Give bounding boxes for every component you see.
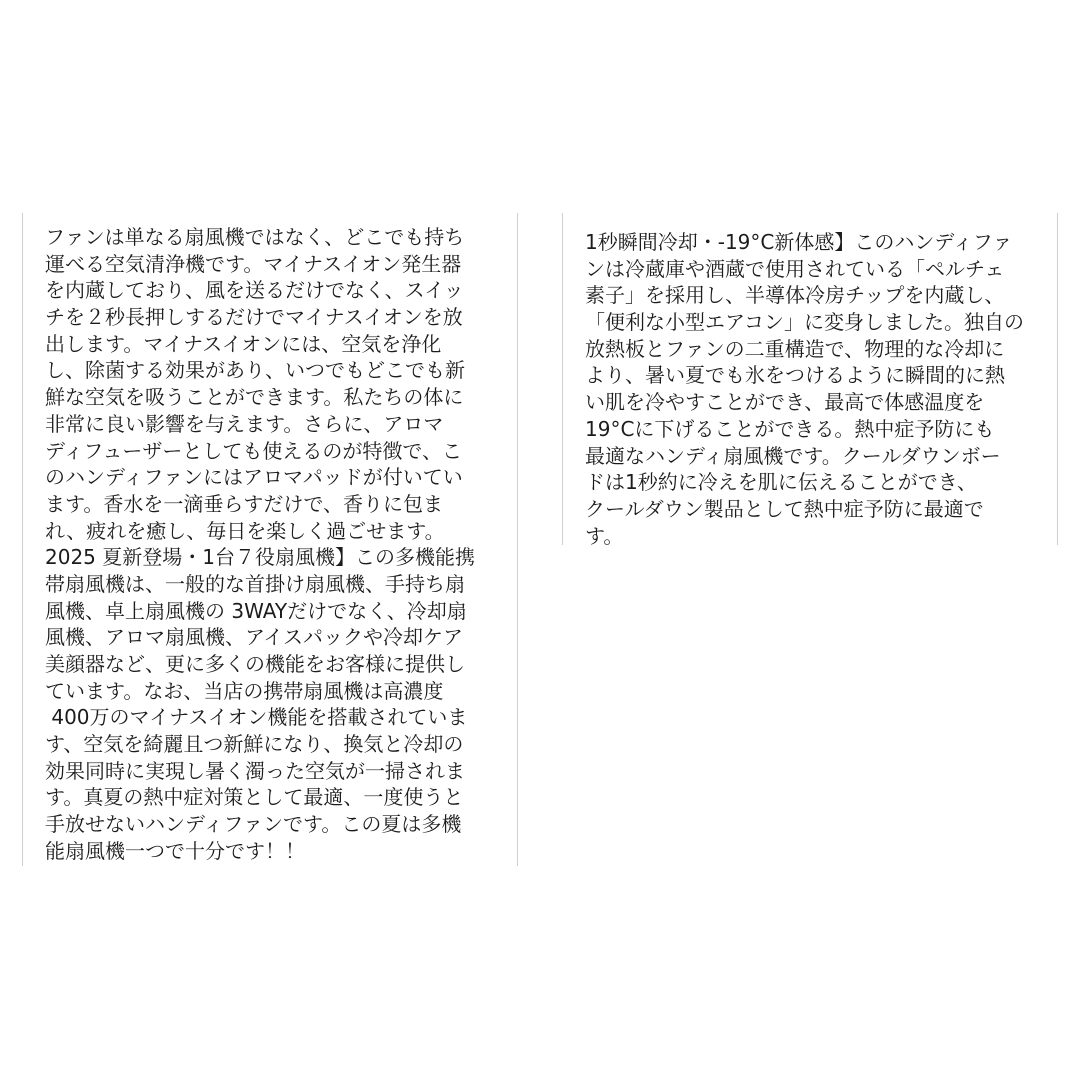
text-line: 風機、卓上扇風機の 3WAYだけでなく、冷却扇	[45, 598, 467, 623]
text-line: ドは1秒約に冷えを肌に伝えることができ、	[585, 470, 977, 495]
left-text-panel	[45, 224, 495, 865]
text-line: れ、疲れを癒し、毎日を楽しく過ごせます。	[45, 518, 445, 543]
text-line: ディフューザーとしても使えるのが特徴で、こ	[45, 438, 462, 463]
text-line: ファンは単なる扇風機ではなく、どこでも持ち	[45, 225, 465, 249]
left-panel-right-divider	[517, 213, 518, 866]
text-line: より、暑い夏でも氷をつけるように瞬間的に熱	[585, 363, 1005, 388]
text-line: 美顔器など、更に多くの機能をお客様に提供し	[45, 652, 465, 676]
right-text-panel	[585, 229, 1035, 549]
text-line: い肌を冷やすことができ、最高で体感温度を	[585, 390, 985, 415]
text-line: 「便利な小型エアコン」に変身しました。独自の	[585, 310, 1024, 335]
text-line: 素子」を採用し、半導体冷房チップを内蔵し、	[585, 283, 1005, 308]
text-line: 2025 夏新登場・1台７役扇風機】この多機能携	[45, 545, 475, 570]
text-line: 能扇風機一つで十分です！！	[45, 838, 305, 863]
text-line: す、空気を綺麗且つ新鮮になり、換気と冷却の	[45, 732, 464, 757]
text-line: す。	[585, 523, 624, 548]
left-panel-left-divider	[22, 213, 23, 866]
text-line: 400万のマイナスイオン機能を搭載されていま	[45, 705, 468, 730]
right-panel-right-divider	[1057, 213, 1058, 545]
text-line: 放熱板とファンの二重構造で、物理的な冷却に	[585, 336, 1005, 361]
text-line: 1秒瞬間冷却・-19°C新体感】このハンディファ	[585, 230, 1013, 254]
text-line: 非常に良い影響を与えます。さらに、アロマ	[45, 411, 444, 436]
text-line: 風機、アロマ扇風機、アイスパックや冷却ケア	[45, 625, 463, 650]
text-line: す。真夏の熱中症対策として最適、一度使うと	[45, 785, 464, 810]
text-line: のハンディファンにはアロマパッドが付いてい	[45, 465, 463, 490]
text-line: 手放せないハンディファンです。この夏は多機	[45, 812, 462, 837]
text-line: 鮮な空気を吸うことができます。私たちの体に	[45, 385, 464, 410]
text-line: 効果同時に実現し暑く濁った空気が一掃されま	[45, 758, 465, 783]
text-line: 帯扇風機は、一般的な首掛け扇風機、手持ち扇	[45, 571, 465, 596]
text-line: 19°Cに下げることができる。熱中症予防にも	[585, 416, 995, 441]
text-line: 最適なハンディ扇風機です。クールダウンボー	[585, 443, 1001, 468]
text-line: ンは冷蔵庫や酒蔵で使用されている「ペルチェ	[585, 256, 1005, 281]
text-line: を内蔵しており、風を送るだけでなく、スイッ	[45, 278, 464, 303]
text-line: し、除菌する効果があり、いつでもどこでも新	[45, 358, 465, 383]
text-line: ています。なお、当店の携帯扇風機は高濃度	[45, 678, 444, 703]
text-line: クールダウン製品として熱中症予防に最適で	[585, 496, 984, 521]
text-line: 出します。マイナスイオンには、空気を浄化	[45, 331, 442, 356]
text-line: ます。香水を一滴垂らすだけで、香りに包ま	[45, 491, 443, 516]
right-panel-left-divider	[562, 213, 563, 545]
text-line: 運べる空気清浄機です。マイナスイオン発生器	[45, 251, 462, 276]
text-line: チを２秒長押しするだけでマイナスイオンを放	[45, 305, 463, 330]
